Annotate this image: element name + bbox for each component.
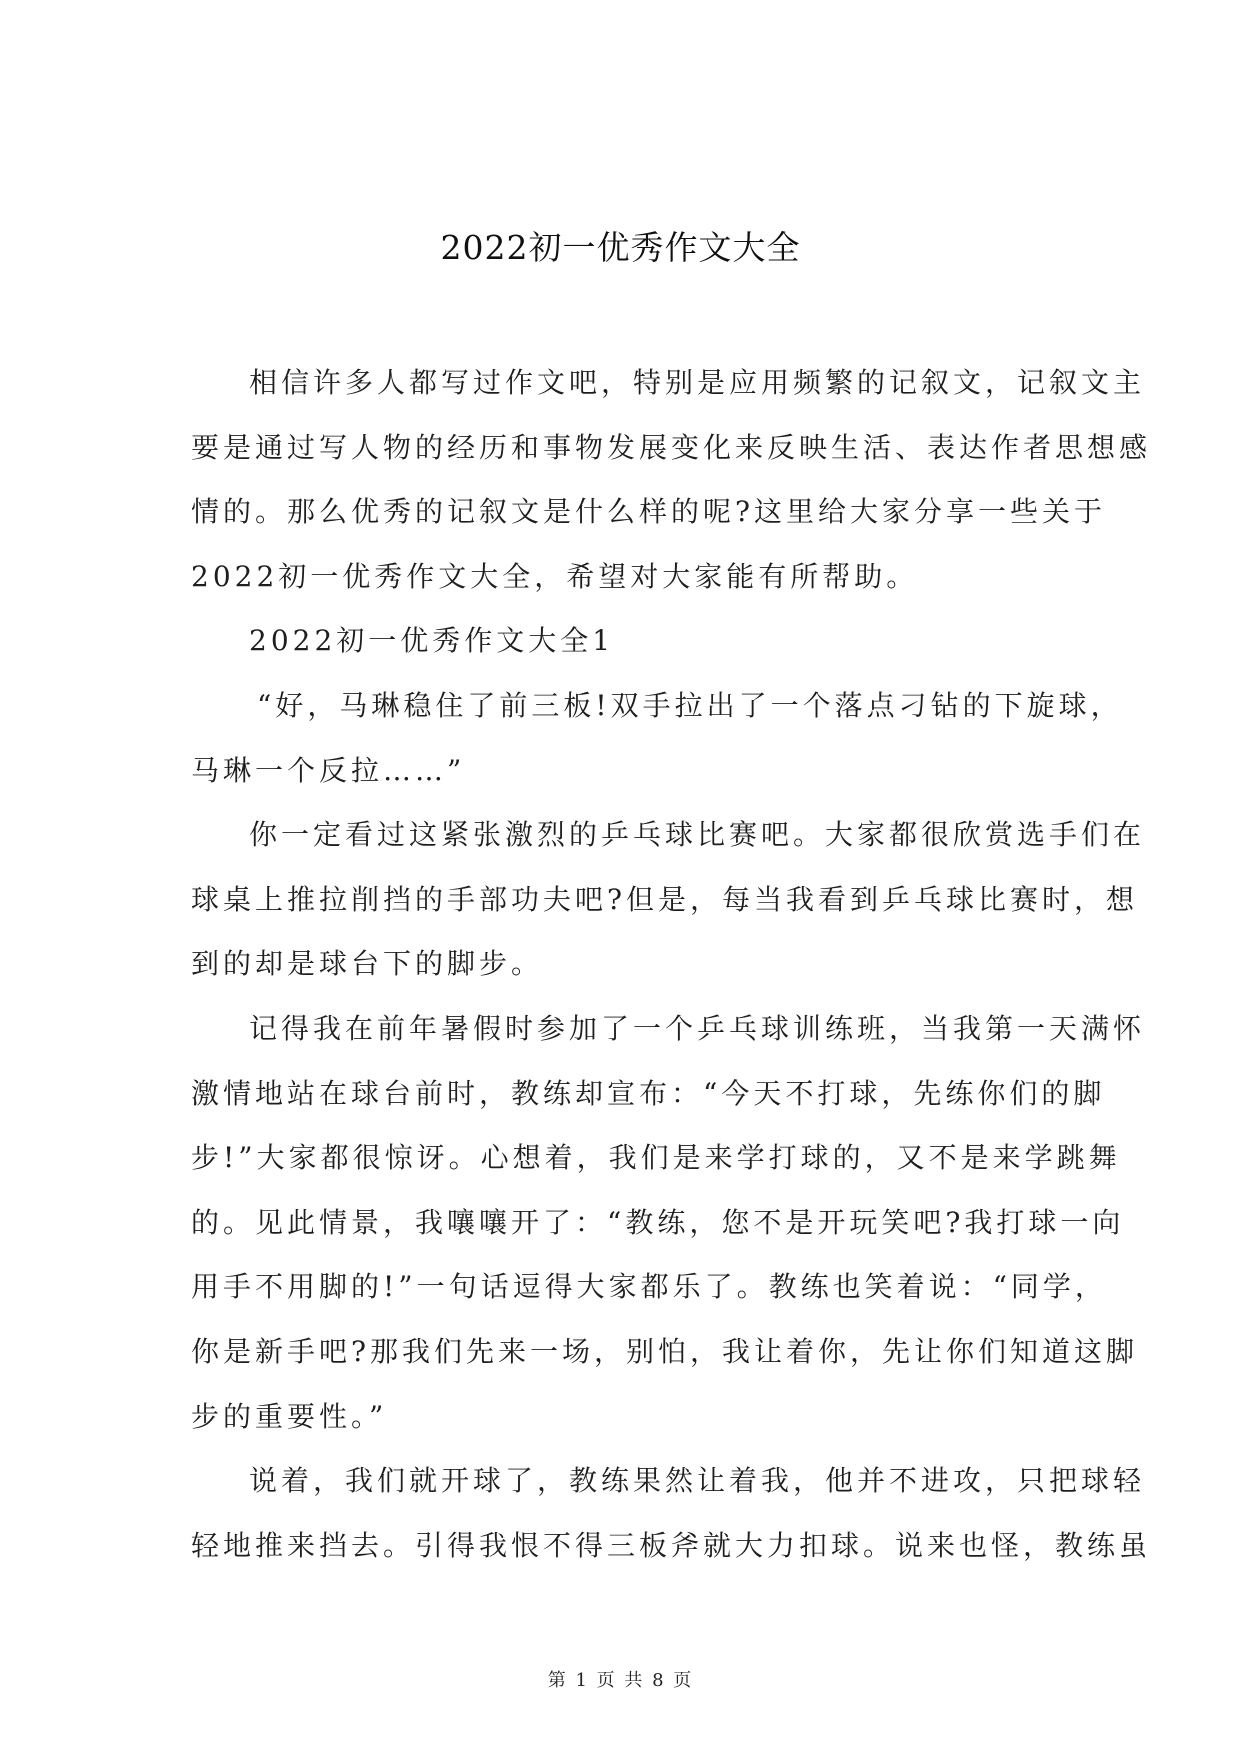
text-line: 说着，我们就开球了，教练果然让着我，他并不进攻，只把球轻 [249,1464,1146,1498]
page-number-footer: 第 1 页 共 8 页 [547,1670,694,1691]
text-line: 相信许多人都写过作文吧，特别是应用频繁的记叙文，记叙文主 [249,366,1146,399]
text-line: 的。见此情景，我嚷嚷开了：“教练，您不是开玩笑吧?我打球一向 [191,1205,1125,1239]
text-line: 情的。那么优秀的记叙文是什么样的呢?这里给大家分享一些关于 [191,495,1107,529]
text-line: 2022初一优秀作文大全，希望对大家能有所帮助。 [191,559,919,593]
text-line: 步的重要性。” [191,1399,388,1433]
text-line: 轻地推来挡去。引得我恨不得三板斧就大力扣球。说来也怪，教练虽 [191,1528,1152,1562]
text-line: 你是新手吧?那我们先来一场，别怕，我让着你，先让你们知道这脚 [191,1334,1139,1368]
text-line: 到的却是球台下的脚步。 [191,947,544,981]
text-line: 要是通过写人物的经历和事物发展变化来反映生活、表达作者思想感 [191,430,1152,464]
text-line: 马琳一个反拉……” [191,753,466,787]
text-line: “好，马琳稳住了前三板!双手拉出了一个落点刁钻的下旋球， [257,688,1123,722]
section-heading: 2022初一优秀作文大全1 [249,624,615,658]
text-line: 步!”大家都很惊讶。心想着，我们是来学打球的，又不是来学跳舞 [191,1141,1121,1175]
text-line: 用手不用脚的!”一句话逗得大家都乐了。教练也笑着说：“同学， [191,1270,1107,1304]
document-body [191,351,1152,1578]
text-line: 记得我在前年暑假时参加了一个乒乓球训练班，当我第一天满怀 [249,1011,1146,1045]
text-line: 激情地站在球台前时，教练却宣布：“今天不打球，先练你们的脚 [191,1076,1106,1110]
text-line: 你一定看过这紧张激烈的乒乓球比赛吧。大家都很欣赏选手们在 [249,818,1146,852]
page-title: 2022初一优秀作文大全 [440,228,801,267]
text-line: 球桌上推拉削挡的手部功夫吧?但是，每当我看到乒乓球比赛时，想 [191,882,1139,916]
